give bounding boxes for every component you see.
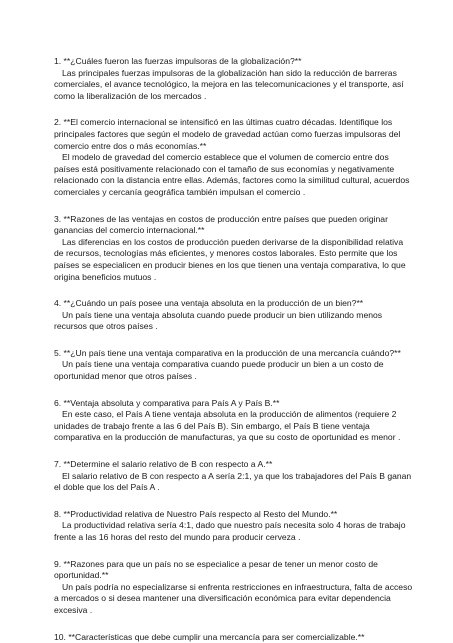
- question-text: 3. **Razones de las ventajas en costos de producción entre países que pueden originar ganancias del comercio internacional.**: [54, 213, 388, 236]
- qa-item-5: [54, 348, 413, 383]
- answer-text: El modelo de gravedad del comercio establece que el volumen de comercio entre dos países está positivamente relacionado con el tamaño de sus economías y negativamente relacionado con la distancia entre ellas. Además, factores como la similitud cultural, acuerdos comerciales y cercanía geográfica también impulsan el comercio .: [54, 152, 410, 197]
- answer-text: Un país tiene una ventaja comparativa cuando puede producir un bien a un costo de oportunidad menor que otros países .: [54, 359, 384, 382]
- question-text: 8. **Productividad relativa de Nuestro País respecto al Resto del Mundo.**: [54, 508, 338, 519]
- answer-text: Un país tiene una ventaja absoluta cuando puede producir un bien utilizando menos recursos que otros países .: [54, 309, 383, 332]
- question-text: 9. **Razones para que un país no se especialice a pesar de tener un menor costo de oportunidad.**: [54, 558, 378, 581]
- qa-item-9: [54, 559, 413, 617]
- answer-text: Un país podría no especializarse si enfrenta restricciones en infraestructura, falta de acceso a mercados o si desea mantener una diversificación económica para evitar dependencia excesiva .: [54, 581, 413, 615]
- answer-text: El salario relativo de B con respecto a A sería 2:1, ya que los trabajadores del País B ganan el doble que los del País A .: [54, 470, 412, 493]
- qa-item-6: [54, 398, 413, 444]
- answer-text: Las diferencias en los costos de producción pueden derivarse de la disponibilidad relativa de recursos, tecnologías más eficientes, y menores costos laborales. Esto permite que los países se especialicen en producir bienes en los que tienen una ventaja comparativa, lo que origina beneficios mutuos .: [54, 236, 406, 282]
- question-text: 7. **Determine el salario relativo de B con respecto a A.**: [54, 459, 273, 470]
- question-text: 5. **¿Un país tiene una ventaja comparativa en la producción de una mercancía cuándo?**: [54, 347, 401, 358]
- answer-text: En este caso, el País A tiene ventaja absoluta en la producción de alimentos (requiere 2 unidades de trabajo frente a las 6 del País B). Sin embargo, el País B tiene ventaja comparativa en la producción de manufacturas, ya que su costo de oportunidad es menor .: [54, 409, 401, 443]
- answer-text: Las principales fuerzas impulsoras de la globalización han sido la reducción de barreras comerciales, el avance tecnológico, la mejora en las telecomunicaciones y el transporte, así como la liberalización de los mercados .: [54, 67, 404, 101]
- answer-text: La productividad relativa sería 4:1, dado que nuestro país necesita solo 4 horas de trabajo frente a las 16 horas del resto del mundo para producir cerveza .: [54, 520, 406, 542]
- qa-item-10: [54, 632, 413, 643]
- question-text: 2. **El comercio internacional se intensificó en las últimas cuatro décadas. Identifique los principales factores que según el modelo de gravedad actúan como fuerzas impulsoras del comercio entre dos o más economías.**: [54, 117, 401, 151]
- question-text: 4. **¿Cuándo un país posee una ventaja absoluta en la producción de un bien?**: [54, 298, 364, 309]
- qa-item-8: [54, 509, 413, 544]
- qa-item-7: [54, 459, 413, 494]
- qa-item-2: [54, 117, 413, 198]
- qa-item-3: [54, 214, 413, 284]
- question-text: 1. **¿Cuáles fueron las fuerzas impulsoras de la globalización?**: [54, 56, 302, 66]
- question-text: 10. **Características que debe cumplir una mercancía para ser comercializable.**: [54, 631, 365, 642]
- question-text: 6. **Ventaja absoluta y comparativa para País A y País B.**: [54, 397, 280, 408]
- qa-item-4: [54, 298, 413, 333]
- qa-item-1: [54, 56, 413, 102]
